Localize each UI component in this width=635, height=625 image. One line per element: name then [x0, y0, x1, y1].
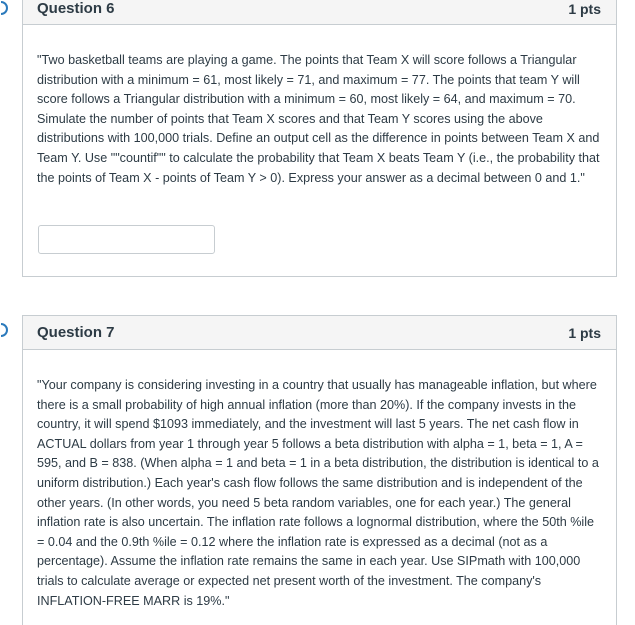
question-6-header	[23, 0, 616, 25]
question-6-prompt: "Two basketball teams are playing a game. The points that Team X will score follows a Triangular distribution with a minimum = 61, most likely = 71, and maximum = 77. The points that team Y will score follows a Triangular distribution with a minimum = 60, most likely = 64, and maximum = 70. Simulate the number of points that Team X scores and that Team Y scores using the above distributions with 100,000 trials. Define an output cell as the difference in points between Team X and Team Y. Use ""countif"" to calculate the probability that Team X beats Team Y (i.e., the probability that the points of Team X - points of Team Y > 0). Express your answer as a decimal between 0 and 1."	[37, 53, 600, 185]
question-6-points: 1 pts	[568, 1, 601, 17]
question-7-text	[37, 376, 602, 611]
question-7-points: 1 pts	[568, 325, 601, 341]
question-7-header	[23, 316, 616, 350]
question-7-title: Question 7	[37, 324, 115, 341]
flag-question-7-icon[interactable]	[0, 323, 8, 337]
question-7-prompt: "Your company is considering investing in a country that usually has manageable inflation, but where there is a small probability of high annual inflation (more than 20%). If the company invests in the country, it will spend $1093 immediately, and the investment will last 5 years. The net cash flow in ACTUAL dollars from year 1 through year 5 follows a beta distribution with alpha = 1, beta = 1, A = 595, and B = 838. (When alpha = 1 and beta = 1 in a beta distribution, the distribution is identical to a uniform distribution.) Each year's cash flow follows the same distribution and is independent of the other years. (In other words, you need 5 beta random variables, one for each year.) The general inflation rate is also uncertain. The inflation rate follows a lognormal distribution, where the 50th %ile = 0.04 and the 0.9th %ile = 0.12 where the inflation rate is expressed as a decimal (not as a percentage). Assume the inflation rate remains the same in each year. Use SIPmath with 100,000 trials to calculate average or expected net present worth of the investment. The company's INFLATION-FREE MARR is 19%."	[37, 378, 599, 608]
flag-question-6-icon[interactable]	[0, 1, 8, 15]
question-7-card	[22, 315, 617, 625]
question-6-card	[22, 0, 617, 277]
question-6-title: Question 6	[37, 0, 115, 17]
question-6-answer-input[interactable]	[38, 225, 215, 254]
question-6-text	[37, 51, 602, 188]
